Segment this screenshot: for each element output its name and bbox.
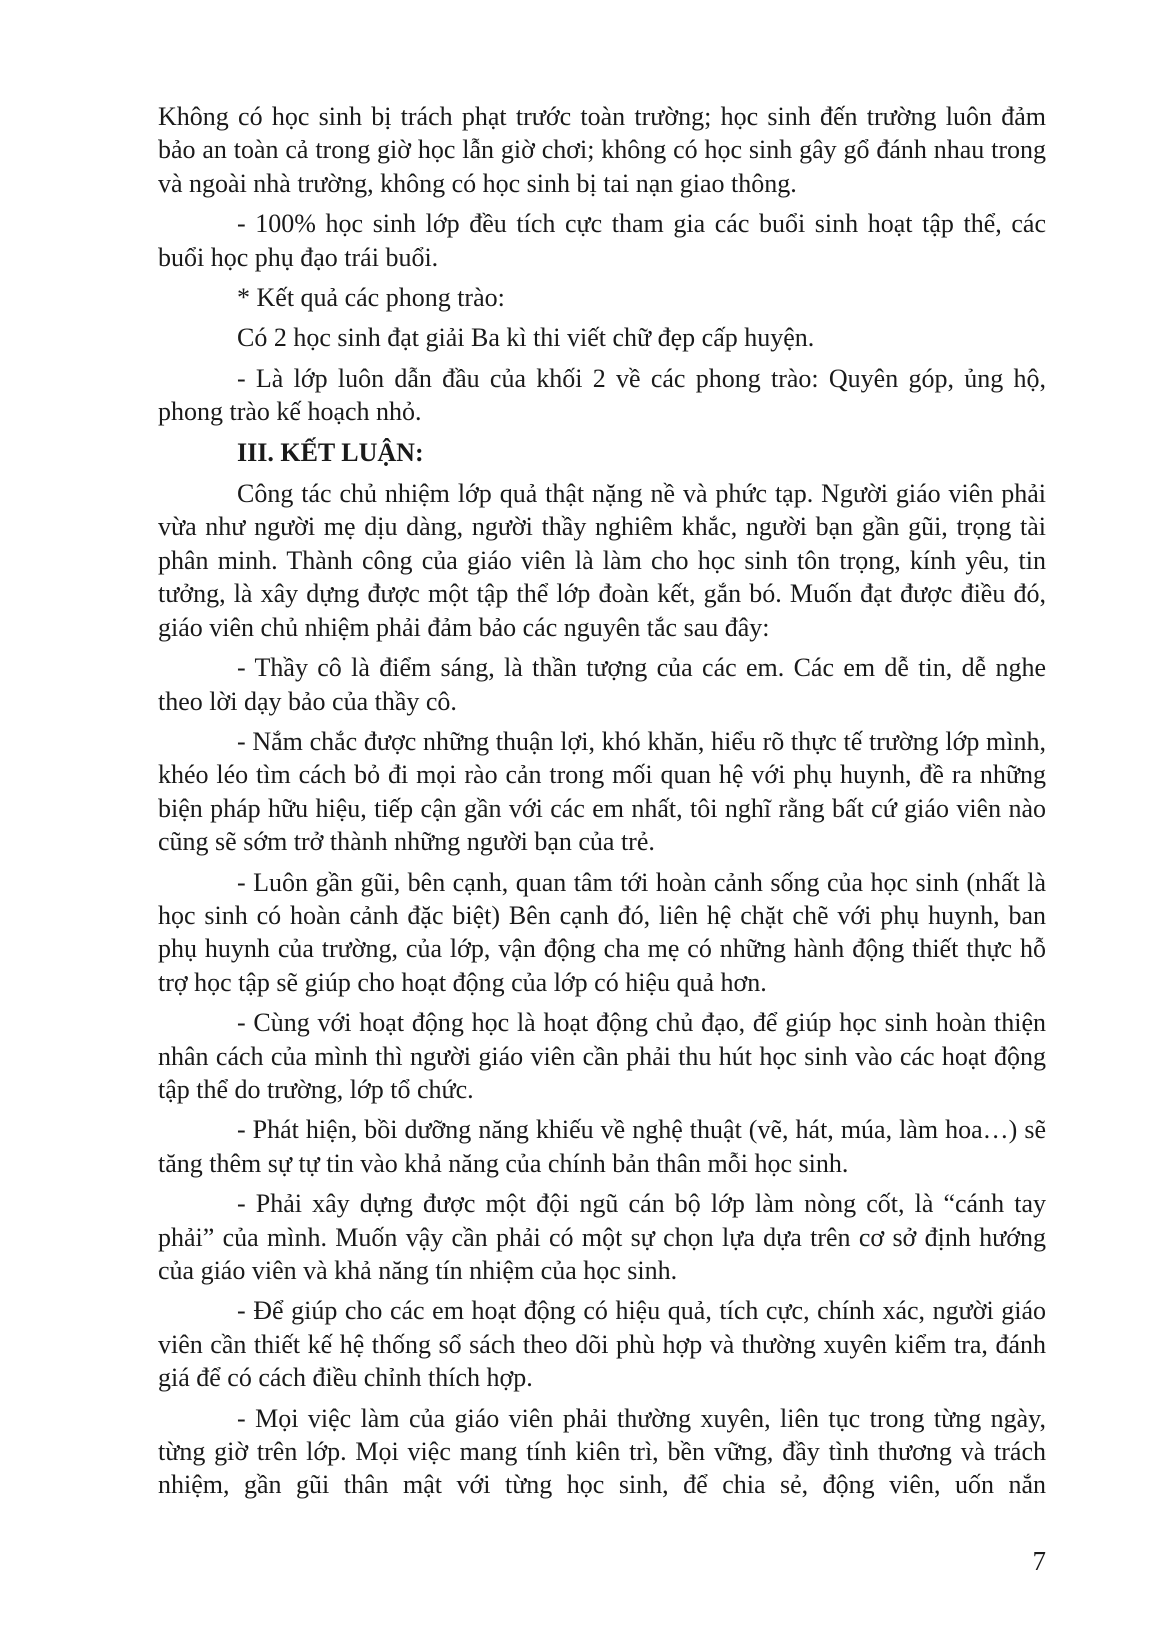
paragraph: * Kết quả các phong trào: [237,283,505,313]
paragraph: - Cùng với hoạt động học là hoạt động chủ đạo, để giúp học sinh hoàn thiện nhân cách của mình thì người giáo viên cần phải thu hút học sinh vào các hoạt động tập thể do trường, lớp tổ chức. [158,1008,1046,1104]
paragraph: - Thầy cô là điểm sáng, là thần tượng của các em. Các em dễ tin, dễ nghe theo lời dạy bảo của thầy cô. [158,653,1046,716]
paragraph: - 100% học sinh lớp đều tích cực tham gia các buổi sinh hoạt tập thể, các buổi học phụ đạo trái buổi. [158,209,1046,272]
paragraph: - Luôn gần gũi, bên cạnh, quan tâm tới hoàn cảnh sống của học sinh (nhất là học sinh có hoàn cảnh đặc biệt) Bên cạnh đó, liên hệ chặt chẽ với phụ huynh, ban phụ huynh của trường, của lớp, vận động cha mẹ có những hành động thiết thực hỗ trợ học tập sẽ giúp cho hoạt động của lớp có hiệu quả hơn. [158,867,1046,997]
paragraph: - Phát hiện, bồi dưỡng năng khiếu về nghệ thuật (vẽ, hát, múa, làm hoa…) sẽ tăng thêm sự tự tin vào khả năng của chính bản thân mỗi học sinh. [158,1115,1046,1178]
page-text-content [158,100,1046,1502]
paragraph: Công tác chủ nhiệm lớp quả thật nặng nề và phức tạp. Người giáo viên phải vừa như người mẹ dịu dàng, người thầy nghiêm khắc, người bạn gần gũi, trọng tài phân minh. Thành công của giáo viên là làm cho học sinh tôn trọng, kính yêu, tin tưởng, là xây dựng được một tập thể lớp đoàn kết, gắn bó. Muốn đạt được điều đó, giáo viên chủ nhiệm phải đảm bảo các nguyên tắc sau đây: [158,479,1046,642]
paragraph: Không có học sinh bị trách phạt trước toàn trường; học sinh đến trường luôn đảm bảo an toàn cả trong giờ học lẫn giờ chơi; không có học sinh gây gổ đánh nhau trong và ngoài nhà trường, không có học sinh bị tai nạn giao thông. [158,102,1046,198]
paragraph: - Nắm chắc được những thuận lợi, khó khăn, hiểu rõ thực tế trường lớp mình, khéo léo tìm cách bỏ đi mọi rào cản trong mối quan hệ với phụ huynh, đề ra những biện pháp hữu hiệu, tiếp cận gần với các em nhất, tôi nghĩ rằng bất cứ giáo viên nào cũng sẽ sớm trở thành những người bạn của trẻ. [158,726,1046,857]
paragraph: - Là lớp luôn dẫn đầu của khối 2 về các phong trào: Quyên góp, ủng hộ, phong trào kế hoạch nhỏ. [158,363,1046,427]
section-heading: III. KẾT LUẬN: [237,437,424,467]
paragraph: Có 2 học sinh đạt giải Ba kì thi viết chữ đẹp cấp huyện. [237,323,815,353]
paragraph: - Mọi việc làm của giáo viên phải thường xuyên, liên tục trong từng ngày, từng giờ trên lớp. Mọi việc mang tính kiên trì, bền vững, đầy tình thương và trách nhiệm, gần gũi thân mật với từng học sinh, để chia sẻ, động viên, uốn nắn [158,1403,1046,1500]
paragraph: - Phải xây dựng được một đội ngũ cán bộ lớp làm nòng cốt, là “cánh tay phải” của mình. Muốn vậy cần phải có một sự chọn lựa dựa trên cơ sở định hướng của giáo viên và khả năng tín nhiệm của học sinh. [158,1189,1046,1285]
paragraph: - Để giúp cho các em hoạt động có hiệu quả, tích cực, chính xác, người giáo viên cần thiết kế hệ thống sổ sách theo dõi phù hợp và thường xuyên kiểm tra, đánh giá để có cách điều chỉnh thích hợp. [158,1296,1046,1393]
page-number: 7 [1032,1546,1046,1576]
